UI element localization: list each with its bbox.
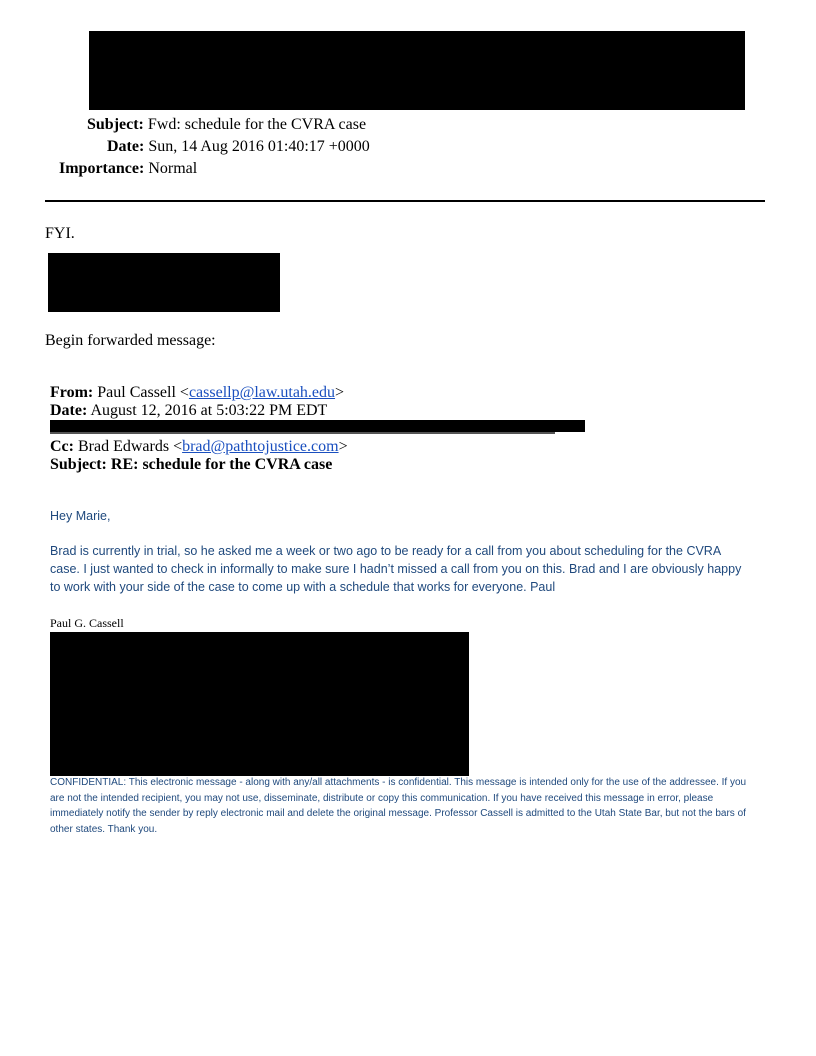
redaction-block-header [89, 31, 745, 110]
fwd-date-row [50, 402, 327, 420]
fwd-from-close: > [335, 384, 345, 401]
fwd-from-name: Paul Cassell < [97, 384, 189, 401]
header-divider [45, 200, 765, 202]
message-paragraph: Brad is currently in trial, so he asked me a week or two ago to be ready for a call from you about scheduling for the CVRA case. I just wanted to check in informally to make sure I hadn’t missed a call from you on this. Brad and I are obviously happy to work with your side of the case to come up with a schedule that works for everyone. Paul [50, 544, 742, 594]
fwd-date-value: August 12, 2016 at 5:03:22 PM EDT [90, 402, 328, 419]
header-subject-row [87, 115, 366, 135]
header-subject-label: Subject: [87, 116, 144, 133]
header-date-label: Date: [107, 138, 145, 155]
fwd-subject-value: RE: schedule for the CVRA case [110, 456, 333, 473]
header-importance-row [59, 159, 197, 179]
fwd-cc-label: Cc: [50, 438, 74, 455]
fwd-from-row [50, 384, 344, 402]
signature-name: Paul G. Cassell [50, 616, 124, 630]
header-importance-value: Normal [148, 160, 198, 177]
fwd-cc-close: > [338, 438, 348, 455]
fyi-text: FYI. [45, 225, 75, 242]
fwd-from-label: From: [50, 384, 94, 401]
header-importance-label: Importance: [59, 160, 145, 177]
header-subject-value: Fwd: schedule for the CVRA case [147, 116, 367, 133]
fwd-subject-label: Subject: [50, 456, 107, 473]
redaction-bar-to-line [50, 420, 585, 432]
message-greeting: Hey Marie, [50, 509, 111, 523]
header-date-row [107, 137, 370, 157]
fwd-cc-row [50, 438, 348, 456]
begin-forwarded-text: Begin forwarded message: [45, 332, 216, 349]
confidentiality-notice: CONFIDENTIAL: This electronic message - along with any/all attachments - is confidential. This message is intended only for the use of the addressee. If you are not the intended recipient, you may not use, disseminate, distribute or copy this communication. If you have received this message in error, please immediately notify the sender by reply electronic mail and delete the original message. Professor Cassell is admitted to the Utah State Bar, but not the bars of other states. Thank you. [50, 777, 747, 835]
fwd-from-email-link[interactable]: cassellp@law.utah.edu [188, 384, 336, 401]
header-date-value: Sun, 14 Aug 2016 01:40:17 +0000 [148, 138, 370, 155]
fwd-cc-email-link[interactable]: brad@pathtojustice.com [182, 438, 339, 455]
redacted-to-line-remnant [50, 432, 555, 434]
redaction-block-sender-signature [48, 253, 280, 312]
fwd-date-label: Date: [50, 402, 88, 419]
redaction-block-signature [50, 632, 469, 776]
fwd-subject-row [50, 456, 332, 474]
fwd-cc-name: Brad Edwards < [77, 438, 183, 455]
